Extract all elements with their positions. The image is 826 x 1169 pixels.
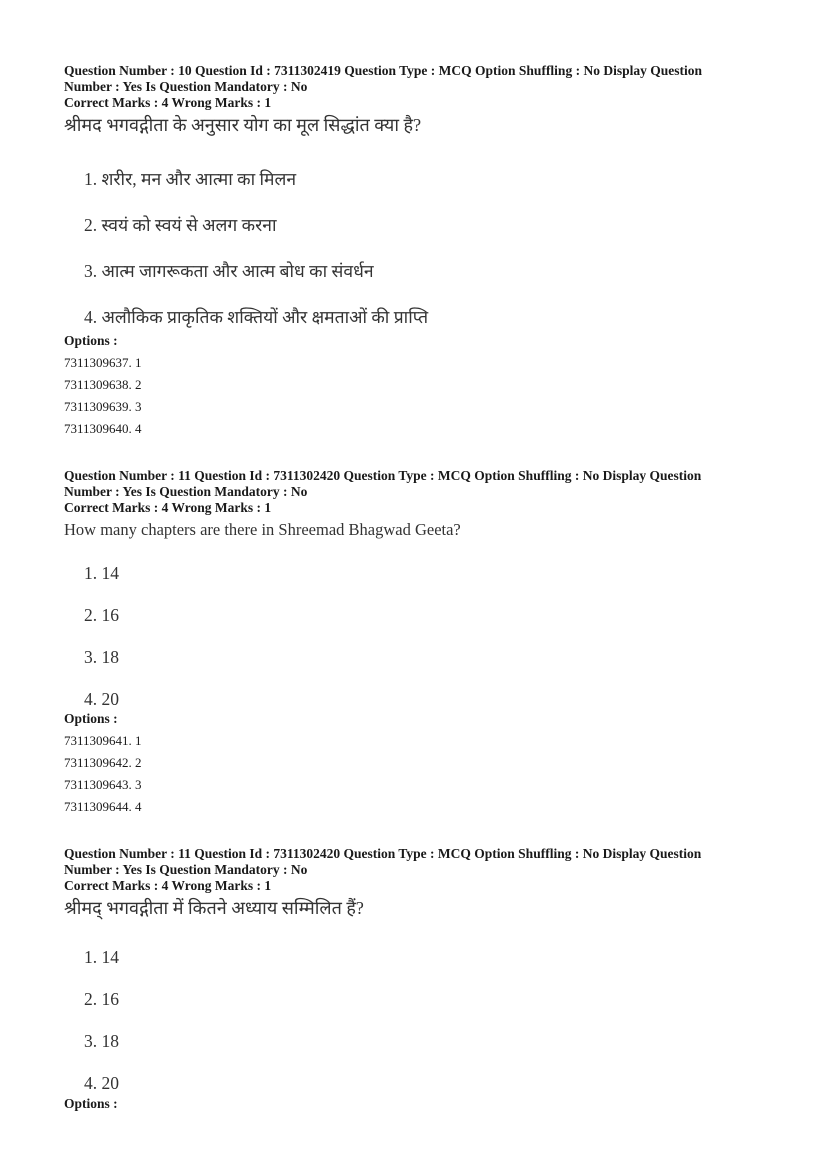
choice-item: 3. 18 bbox=[84, 1031, 119, 1051]
choice-item: 2. 16 bbox=[84, 605, 119, 625]
question-text: How many chapters are there in Shreemad Bhagwad Geeta? bbox=[64, 520, 461, 539]
option-row: 7311309644. 4 bbox=[64, 799, 142, 814]
question-marks: Correct Marks : 4 Wrong Marks : 1 bbox=[64, 878, 272, 893]
question-meta-line1: Question Number : 11 Question Id : 7311302420 Question Type : MCQ Option Shuffling : No Display Question bbox=[64, 846, 702, 861]
question-block bbox=[64, 63, 764, 436]
choice-item: 2. 16 bbox=[84, 989, 119, 1009]
choice-item: 1. शरीर, मन और आत्मा का मिलन bbox=[84, 169, 297, 189]
choice-item: 4. 20 bbox=[84, 689, 119, 709]
option-row: 7311309638. 2 bbox=[64, 377, 142, 392]
option-row: 7311309639. 3 bbox=[64, 399, 142, 414]
options-label: Options : bbox=[64, 1096, 118, 1111]
options-label: Options : bbox=[64, 711, 118, 726]
choice-item: 2. स्वयं को स्वयं से अलग करना bbox=[84, 215, 277, 235]
question-meta-line1: Question Number : 11 Question Id : 7311302420 Question Type : MCQ Option Shuffling : No Display Question bbox=[64, 468, 702, 483]
choice-item: 4. अलौकिक प्राकृतिक शक्तियों और क्षमताओं की प्राप्ति bbox=[84, 307, 429, 327]
question-meta-line2: Number : Yes Is Question Mandatory : No bbox=[64, 484, 308, 499]
option-row: 7311309640. 4 bbox=[64, 421, 142, 436]
choice-item: 4. 20 bbox=[84, 1073, 119, 1093]
option-row: 7311309637. 1 bbox=[64, 355, 142, 370]
question-meta-line1: Question Number : 10 Question Id : 7311302419 Question Type : MCQ Option Shuffling : No Display Question bbox=[64, 63, 702, 78]
option-row: 7311309642. 2 bbox=[64, 755, 142, 770]
question-meta-line2: Number : Yes Is Question Mandatory : No bbox=[64, 79, 308, 94]
question-text: श्रीमद भगवद्गीता के अनुसार योग का मूल सिद्धांत क्या है? bbox=[64, 115, 422, 135]
option-row: 7311309641. 1 bbox=[64, 733, 142, 748]
question-block bbox=[64, 468, 764, 814]
choice-item: 1. 14 bbox=[84, 563, 119, 583]
options-label: Options : bbox=[64, 333, 118, 348]
choice-item: 3. आत्म जागरूकता और आत्म बोध का संवर्धन bbox=[84, 261, 374, 281]
choice-item: 3. 18 bbox=[84, 647, 119, 667]
question-meta-line2: Number : Yes Is Question Mandatory : No bbox=[64, 862, 308, 877]
question-marks: Correct Marks : 4 Wrong Marks : 1 bbox=[64, 95, 272, 110]
question-block bbox=[64, 846, 764, 1111]
question-marks: Correct Marks : 4 Wrong Marks : 1 bbox=[64, 500, 272, 515]
option-row: 7311309643. 3 bbox=[64, 777, 142, 792]
choice-item: 1. 14 bbox=[84, 947, 119, 967]
question-text: श्रीमद् भगवद्गीता में कितने अध्याय सम्मिलित हैं? bbox=[64, 898, 364, 918]
